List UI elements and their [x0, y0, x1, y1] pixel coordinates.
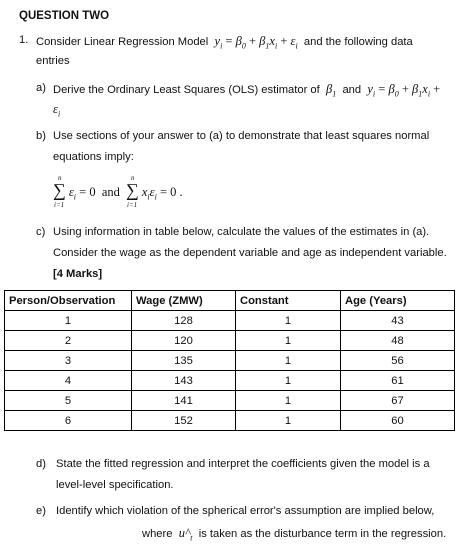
part-e-label: e) — [36, 505, 46, 517]
part-e-tail: is taken as the disturbance term in the regression. — [198, 528, 447, 540]
part-a-label: a) — [36, 82, 46, 94]
part-e-line1: Identify which violation of the spherical error's assumption are implied below, — [56, 505, 435, 517]
q1-tail: and the following data — [303, 36, 413, 48]
data-table — [4, 290, 455, 431]
q1-line2: entries — [36, 55, 70, 67]
part-d-label: d) — [36, 458, 46, 470]
part-d-line2: level-level specification. — [56, 479, 174, 491]
table-row — [5, 391, 455, 411]
part-c-marks: [4 Marks] — [53, 268, 103, 280]
cell-person: 4 — [5, 371, 132, 391]
q1-number: 1. — [19, 34, 29, 46]
part-b-label: b) — [36, 130, 46, 142]
cell-constant: 1 — [236, 391, 341, 411]
table-row — [5, 351, 455, 371]
cell-age: 43 — [341, 311, 455, 331]
table-row — [5, 411, 455, 431]
cell-constant: 1 — [236, 351, 341, 371]
header-age: Age (Years) — [341, 291, 455, 311]
summation-symbol-2: ∑ n i=1 — [126, 174, 139, 209]
cell-wage: 152 — [132, 411, 236, 431]
cell-wage: 143 — [132, 371, 236, 391]
part-e-disturbance-term: $u\^{}_t$ — [178, 526, 193, 543]
cell-age: 67 — [341, 391, 455, 411]
q1-line1 — [36, 34, 413, 49]
part-e-line2 — [142, 526, 446, 541]
part-e-where: where — [142, 528, 173, 540]
cell-person: 6 — [5, 411, 132, 431]
part-c-line2: Consider the wage as the dependent variable and age as independent variable. — [53, 247, 447, 259]
cell-constant: 1 — [236, 371, 341, 391]
cell-person: 3 — [5, 351, 132, 371]
part-b-normal-equations: ∑ n i=1 $\varepsilon_i = 0$ and ∑ n i=1 $x_i\varepsilon_i = 0$ . — [53, 174, 183, 209]
cell-constant: 1 — [236, 411, 341, 431]
header-person: Person/Observation — [5, 291, 132, 311]
cell-wage: 128 — [132, 311, 236, 331]
cell-person: 1 — [5, 311, 132, 331]
cell-constant: 1 — [236, 311, 341, 331]
cell-constant: 1 — [236, 331, 341, 351]
part-c-line1: Using information in table below, calculate the values of the estimates in (a). — [53, 226, 430, 238]
part-b-line1: Use sections of your answer to (a) to demonstrate that least squares normal — [53, 130, 430, 142]
summation-symbol-1: ∑ n i=1 — [53, 174, 66, 209]
cell-person: 2 — [5, 331, 132, 351]
part-a-line1 — [53, 82, 440, 97]
part-a-equation: $y_i = \beta_0 + \beta_1x_i$ + — [364, 82, 441, 99]
header-constant: Constant — [236, 291, 341, 311]
table-row — [5, 331, 455, 351]
question-heading: QUESTION TWO — [19, 10, 110, 22]
table-header-row — [5, 291, 455, 311]
cell-age: 60 — [341, 411, 455, 431]
part-a-beta1: $\beta_1$ — [322, 82, 337, 99]
table-row — [5, 311, 455, 331]
part-a-and: and — [342, 84, 362, 96]
table-row — [5, 371, 455, 391]
part-b-and: and — [98, 185, 120, 199]
header-wage: Wage (ZMW) — [132, 291, 236, 311]
part-b-line2: equations imply: — [53, 151, 134, 163]
cell-wage: 141 — [132, 391, 236, 411]
part-a-text: Derive the Ordinary Least Squares (OLS) estimator of — [53, 84, 320, 96]
part-c-label: c) — [36, 226, 46, 238]
part-a-epsilon: $\varepsilon_i$ — [53, 102, 61, 119]
part-d-line1: State the fitted regression and interpret the coefficients given the model is a — [56, 458, 430, 470]
cell-person: 5 — [5, 391, 132, 411]
cell-wage: 135 — [132, 351, 236, 371]
cell-age: 56 — [341, 351, 455, 371]
cell-wage: 120 — [132, 331, 236, 351]
cell-age: 48 — [341, 331, 455, 351]
cell-age: 61 — [341, 371, 455, 391]
q1-model-equation: $y_i = \beta_0 + \beta_1x_i + \varepsilon_i$ — [211, 34, 298, 51]
q1-intro: Consider Linear Regression Model — [36, 36, 209, 48]
